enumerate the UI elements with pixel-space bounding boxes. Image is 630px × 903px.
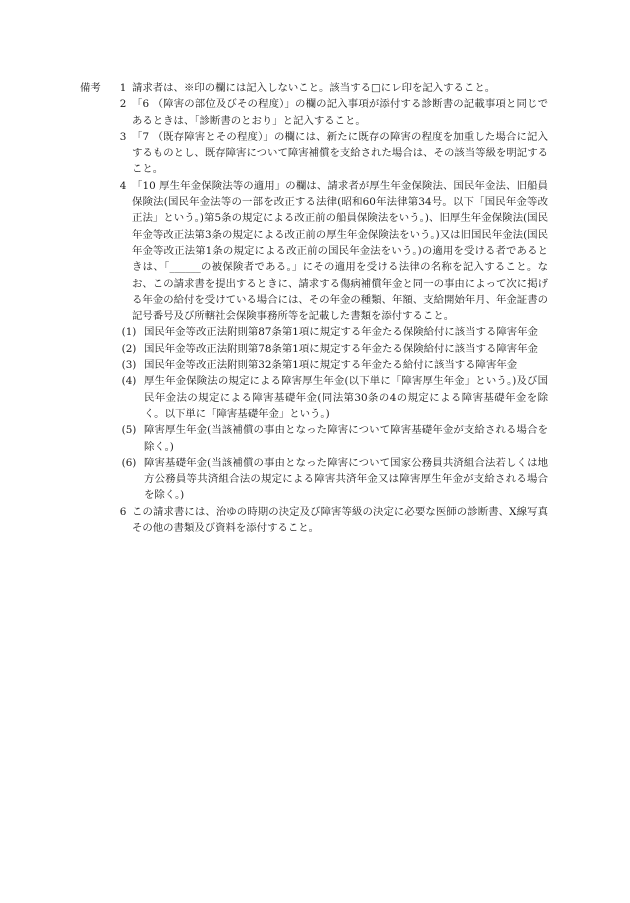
remarks-block — [80, 80, 548, 536]
subitem-number: (4) — [121, 375, 137, 388]
note-text: 請求者は、※印の欄には記入しないこと。該当する□にレ印を記入すること。 — [132, 82, 496, 94]
remarks-list — [114, 80, 548, 536]
subitem-number: (2) — [121, 342, 137, 355]
subitem-text: 障害厚生年金(当該補償の事由となった障害について障害基礎年金が支給される場合を除く。) — [144, 424, 548, 453]
subitem-number: (5) — [121, 424, 137, 437]
note-number: 3 — [119, 130, 127, 143]
remarks-section — [80, 80, 548, 536]
subitem-1 — [114, 324, 548, 340]
note-number: 6 — [119, 505, 127, 518]
subitem-text: 国民年金等改正法附則第87条第1項に規定する年金たる保険給付に該当する障害年金 — [144, 326, 538, 339]
subitem-2 — [114, 341, 548, 357]
subitem-4 — [114, 373, 548, 422]
note-item-3 — [114, 129, 548, 178]
note-item-2 — [114, 96, 548, 129]
note-text: この請求書には、治ゆの時期の決定及び障害等級の決定に必要な医師の診断書、X線写真その他の書類及び資料を添付すること。 — [132, 505, 548, 535]
subitem-text: 障害基礎年金(当該補償の事由となった障害について国家公務員共済組合法若しくは地方公務員等共済組合法の規定による障害共済年金又は障害厚生年金が支給される場合を除く。) — [144, 456, 548, 502]
subitem-text: 国民年金等改正法附則第78条第1項に規定する年金たる保険給付に該当する障害年金 — [144, 342, 538, 355]
note-number: 2 — [119, 98, 127, 111]
note-text: 「7 （既存障害とその程度）」の欄には、新たに既存の障害の程度を加重した場合に記入するものとし、既存障害について障害補償を支給された場合は、その該当等級を明記すること。 — [132, 130, 548, 176]
subitem-3 — [114, 357, 548, 373]
note-item-4 — [114, 178, 548, 325]
remarks-label: 備考 — [80, 82, 101, 94]
note-number: 4 — [119, 179, 127, 192]
note-number: 1 — [119, 82, 127, 94]
subitem-text: 厚生年金保険法の規定による障害厚生年金(以下単に「障害厚生年金」という。)及び国民年金法の規定による障害基礎年金(同法第30条の4の規定による障害基礎年金を除く。以下単に「障害基礎年金」という。) — [144, 375, 548, 420]
subitem-number: (1) — [121, 326, 137, 339]
note-item-6 — [114, 504, 548, 537]
subitem-6 — [114, 455, 548, 504]
subitem-text: 国民年金等改正法附則第32条第1項に規定する年金たる給付に該当する障害年金 — [144, 359, 518, 372]
subitem-number: (6) — [121, 456, 137, 469]
note-text: 「10 厚生年金保険法等の適用」の欄は、請求者が厚生年金保険法、国民年金法、旧船員保険法(国民年金法等の一部を改正する法律(昭和60年法律第34号。以下「国民年金等改正法」という。)第5条の規定による改正前の船員保険法をいう。)、旧厚生年金保険法(国民年金等改正法第3条の規定による改正前の厚生年金保険法をいう。)又は旧国民年金法(国民年金等改正法第1条の規定による改正前の国民年金法をいう。)の適用を受ける者であるときは、「______の被保険者である。」にその適用を受ける法律の名称を記入すること。なお、この請求書を提出するときに、請求する傷病補償年金と同一の事由によって次に掲げる年金の給付を受けている場合には、その年金の種類、年額、支給開始年月、年金証書の記号番号及び所轄社会保険事務所等を記載した書類を添付すること。 — [132, 179, 548, 323]
subitem-number: (3) — [121, 359, 137, 372]
note-item-1 — [114, 80, 548, 96]
note-text: 「6 （障害の部位及びその程度）」の欄の記入事項が添付する診断書の記載事項と同じであるときは、「診断書のとおり」と記入すること。 — [132, 98, 548, 127]
subitem-5 — [114, 422, 548, 455]
